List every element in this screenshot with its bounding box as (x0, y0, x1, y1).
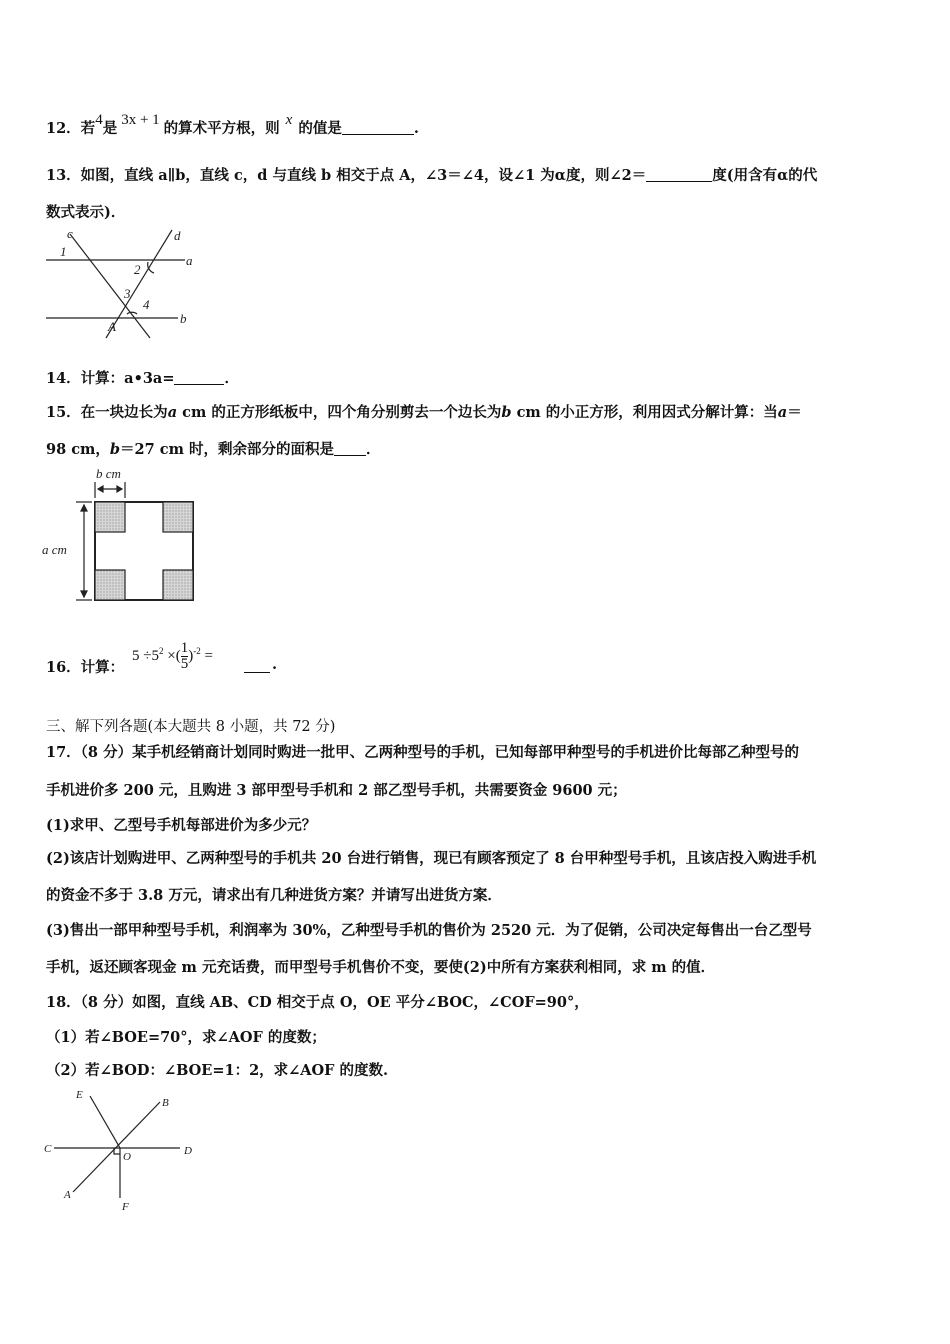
question-13-line2 (46, 201, 125, 222)
q17-part-3a: (3)售出一部甲种型号手机，利润率为 30%，乙种型号手机的售价为 2520 元．为了促销，公司决定每售出一台乙型号 (46, 922, 812, 939)
q16-denominator: 5 (180, 656, 189, 672)
q12-number: 12．若 (46, 120, 96, 137)
q16-expression (132, 641, 213, 672)
q12-answer-blank[interactable] (342, 120, 414, 135)
label-b-cm: b cm (96, 466, 121, 481)
q17-part-1: (1)求甲、乙型号手机每部进价为多少元？ (46, 817, 317, 834)
q12-four: 4 (95, 112, 103, 128)
line-AB (73, 1102, 160, 1192)
section-3-title-text: 三、解下列各题(本大题共 8 小题，共 72 分) (46, 719, 336, 735)
question-17-part2b (46, 884, 502, 905)
question-17-part3b (46, 956, 715, 977)
q15-square-figure (40, 462, 210, 612)
q12-end: . (413, 120, 419, 137)
label-B: B (162, 1097, 169, 1109)
q16-answer-blank[interactable] (244, 658, 270, 673)
q16-base: 5 ÷5 (132, 647, 159, 664)
q18-intersecting-lines-figure (40, 1082, 210, 1214)
q17-text-1: 17．（8 分）某手机经销商计划同时购进一批甲、乙两种型号的手机，已知每部甲种型号的手机进价比每部乙种型号的 (46, 744, 800, 761)
question-18-part1 (46, 1026, 326, 1047)
question-15-line1 (46, 401, 802, 422)
label-angle-1: 1 (60, 244, 67, 259)
q16-exp-neg2: -2 (193, 645, 201, 656)
q12-is: 是 (102, 120, 118, 137)
label-a-cm: a cm (42, 542, 67, 557)
question-17-line1 (46, 741, 799, 762)
label-point-A: A (108, 319, 116, 334)
q15-var-b2: b (109, 441, 121, 458)
q13-text-c: 数式表示)． (46, 204, 126, 221)
q13-answer-blank[interactable] (646, 167, 712, 182)
label-d: d (174, 228, 181, 243)
q18-part-1: （1）若∠BOE=70°，求∠AOF 的度数； (46, 1029, 326, 1046)
q14-answer-blank[interactable] (174, 370, 224, 385)
q18-text-1: 18．（8 分）如图，直线 AB、CD 相交于点 O，OE 平分∠BOC，∠COF=90°， (46, 994, 589, 1011)
label-A: A (64, 1189, 71, 1201)
q12-expression: 3x + 1 (121, 112, 160, 128)
label-C: C (44, 1143, 52, 1155)
question-18-part2 (46, 1059, 388, 1080)
label-c: c (67, 226, 73, 241)
label-angle-3: 3 (124, 286, 131, 301)
q15-text-e: 98 cm， (46, 441, 110, 458)
question-15-line2 (46, 438, 381, 459)
q16-equals: = (200, 647, 213, 664)
q15-text-b: cm 的正方形纸板中，四个角分别剪去一个边长为 (177, 404, 502, 421)
question-12 (46, 112, 419, 138)
q15-var-b: b (501, 404, 512, 421)
label-D: D (184, 1145, 192, 1157)
corner-square-bl (95, 570, 125, 600)
q13-parallel-lines-figure (40, 226, 200, 346)
q16-exp-2: 2 (158, 645, 164, 656)
q16-times: ×( (163, 647, 181, 664)
label-E: E (76, 1089, 83, 1101)
q16-numerator: 1 (180, 640, 189, 656)
q17-part-3b: 手机，返还顾客现金 m 元充话费，而甲型号手机售价不变，要使(2)中所有方案获利相同，求 m 的值． (46, 959, 716, 976)
question-14 (46, 367, 239, 388)
question-17-part1 (46, 814, 316, 835)
q15-text-a: 15．在一块边长为 (46, 404, 168, 421)
label-b: b (180, 311, 187, 326)
q14-end: ． (224, 370, 239, 387)
q15-text-f: ＝27 cm 时，剩余部分的面积是 (120, 441, 334, 458)
q17-part-2a: (2)该店计划购进甲、乙两种型号的手机共 20 台进行销售，现已有顾客预定了 8 台甲种型号手机，且该店投入购进手机 (46, 850, 817, 867)
label-angle-2: 2 (134, 262, 141, 277)
label-F: F (122, 1201, 129, 1213)
q17-text-2: 手机进价多 200 元，且购进 3 部甲型号手机和 2 部乙型号手机，共需要资金 9600 元； (46, 782, 627, 799)
q15-answer-blank[interactable] (334, 441, 366, 456)
q16-close-paren: ) (188, 647, 194, 664)
ray-OE (90, 1096, 120, 1148)
question-18-line1 (46, 991, 589, 1012)
q15-end: ． (366, 441, 381, 458)
q16-label: 16．计算： (46, 659, 125, 676)
q13-text-b: 度(用含有α的代 (712, 167, 818, 184)
label-O: O (123, 1151, 131, 1163)
q16-end: . (272, 656, 278, 673)
section-3-title (46, 715, 335, 736)
q12-mid: 的算术平方根，则 (163, 120, 280, 137)
label-angle-4: 4 (143, 297, 150, 312)
question-13-line1 (46, 164, 817, 185)
q12-x: x (285, 112, 293, 128)
q12-tail: 的值是 (298, 120, 342, 137)
corner-square-tr (163, 502, 193, 532)
question-17-part3a (46, 919, 812, 940)
q15-var-a2: a (777, 404, 788, 421)
q15-var-a: a (167, 404, 178, 421)
q15-text-d: ＝ (787, 404, 802, 421)
corner-square-tl (95, 502, 125, 532)
question-17-part2a (46, 847, 816, 868)
corner-square-br (163, 570, 193, 600)
q17-part-2b: 的资金不多于 3.8 万元，请求出有几种进货方案？并请写出进货方案． (46, 887, 502, 904)
label-a: a (186, 253, 193, 268)
q13-text-a: 13．如图，直线 a∥b，直线 c，d 与直线 b 相交于点 A，∠3＝∠4，设∠1 为α度，则∠2＝ (46, 167, 647, 184)
q14-text: 14．计算：a•3a= (46, 370, 175, 387)
q15-text-c: cm 的小正方形，利用因式分解计算：当 (511, 404, 778, 421)
question-17-line2 (46, 779, 627, 800)
q18-part-2: （2）若∠BOD：∠BOE=1：2，求∠AOF 的度数. (46, 1062, 389, 1079)
